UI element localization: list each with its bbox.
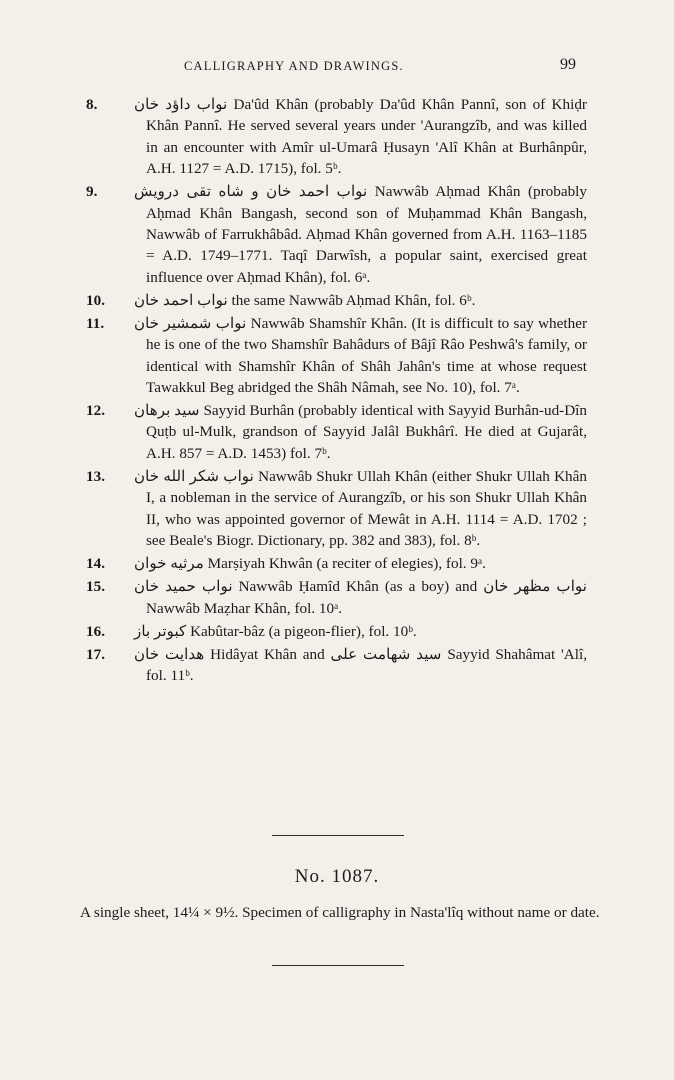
entry-text: سید برهان Sayyid Burhân (probably identical with Sayyid Burhân-ud-Dîn Quṭb ul-Mulk, grandson of Sayyid Jalâl Bukhârî. He died at Gujarât, A.H. 857 = A.D. 1453) fol. 7ᵇ. bbox=[134, 402, 587, 462]
divider-rule bbox=[272, 835, 404, 836]
entry-text: نواب داؤد خان Da'ûd Khân (probably Da'ûd Khân Pannî, son of Khiḍr Khân Pannî. He served several years under 'Aurangzîb, and was killed in an encounter with Amîr ul-Umarâ Ḥusayn 'Alî Khân at Burhânpûr, A.H. 1127 = A.D. 1715), fol. 5ᵇ. bbox=[134, 96, 587, 178]
entry-number: 8. bbox=[86, 96, 98, 113]
list-item bbox=[0, 94, 674, 180]
entry-number: 12. bbox=[86, 402, 105, 420]
entry-number: 16. bbox=[86, 622, 105, 640]
entry-text: مرثیه خوان Marṣiyah Khwân (a reciter of elegies), fol. 9ᵃ. bbox=[134, 555, 486, 573]
page-number: 99 bbox=[560, 56, 576, 73]
running-title: CALLIGRAPHY AND DRAWINGS. bbox=[184, 59, 404, 73]
entry-number: 11. bbox=[86, 314, 105, 332]
entry-number: 13. bbox=[86, 467, 105, 485]
entry-text: هدایت خان Hidâyat Khân and سید شهامت علی Sayyid Shahâmat 'Alî, fol. 11ᵇ. bbox=[134, 645, 587, 684]
list-item bbox=[0, 576, 674, 619]
section-description: A single sheet, 14¼ × 9½. Specimen of calligraphy in Nasta'lîq without name or date. bbox=[80, 904, 600, 921]
entry-text: نواب شکر الله خان Nawwâb Shukr Ullah Khân (either Shukr Ullah Khân I, a nobleman in the service of Aurangzîb, or his son Shukr Ullah Khân II, who was appointed governor of Mewât in A.H. 1114 = A.D. 1702 ; see Beale's Biogr. Dictionary, pp. 382 and 383), fol. 8ᵇ. bbox=[134, 467, 587, 550]
section-heading: No. 1087. bbox=[294, 866, 380, 887]
entry-number: 17. bbox=[86, 645, 105, 663]
entry-number: 14. bbox=[86, 555, 105, 573]
entry-list bbox=[0, 94, 674, 688]
divider-rule bbox=[272, 965, 404, 966]
list-item bbox=[0, 466, 674, 552]
entry-number: 10. bbox=[86, 291, 105, 309]
list-item bbox=[0, 644, 674, 687]
list-item bbox=[0, 553, 674, 574]
list-item bbox=[0, 290, 674, 311]
entry-text: کبوتر باز Kabûtar-bâz (a pigeon-flier), fol. 10ᵇ. bbox=[134, 622, 417, 640]
list-item bbox=[0, 400, 674, 464]
entry-text: نواب احمد خان the same Nawwâb Aḥmad Khân, fol. 6ᵇ. bbox=[134, 291, 476, 309]
list-item bbox=[0, 313, 674, 399]
list-item bbox=[0, 181, 674, 288]
entry-text: نواب حمید خان Nawwâb Ḥamîd Khân (as a boy) and نواب مظهر خان Nawwâb Maẓhar Khân, fol. 10ᵃ. bbox=[134, 578, 588, 617]
list-item bbox=[0, 621, 674, 642]
entry-number: 9. bbox=[86, 183, 98, 201]
entry-text: نواب احمد خان و شاه تقی درویش Nawwâb Aḥmad Khân (probably Aḥmad Khân Bangash, second son of Muḥammad Khân Bangash, Nawwâb of Farrukhâbâd. Aḥmad Khân governed from A.H. 1163–1185 = A.D. 1749–1771. Taqî Darwîsh, a popular saint, exercised great influence over Aḥmad Khân), fol. 6ᵃ. bbox=[134, 183, 587, 286]
entry-text: نواب شمشیر خان Nawwâb Shamshîr Khân. (It is difficult to say whether he is one of the two Shamshîr Bahâdurs of Bâjî Râo Peshwâ's family, or identical with Shamshîr Khân of Shâh Jahân's time at whose request Tawakkul Beg abridged the Shâh Nâmah, see No. 10), fol. 7ᵃ. bbox=[134, 314, 587, 397]
entry-number: 15. bbox=[86, 578, 105, 596]
page-header bbox=[0, 56, 674, 80]
